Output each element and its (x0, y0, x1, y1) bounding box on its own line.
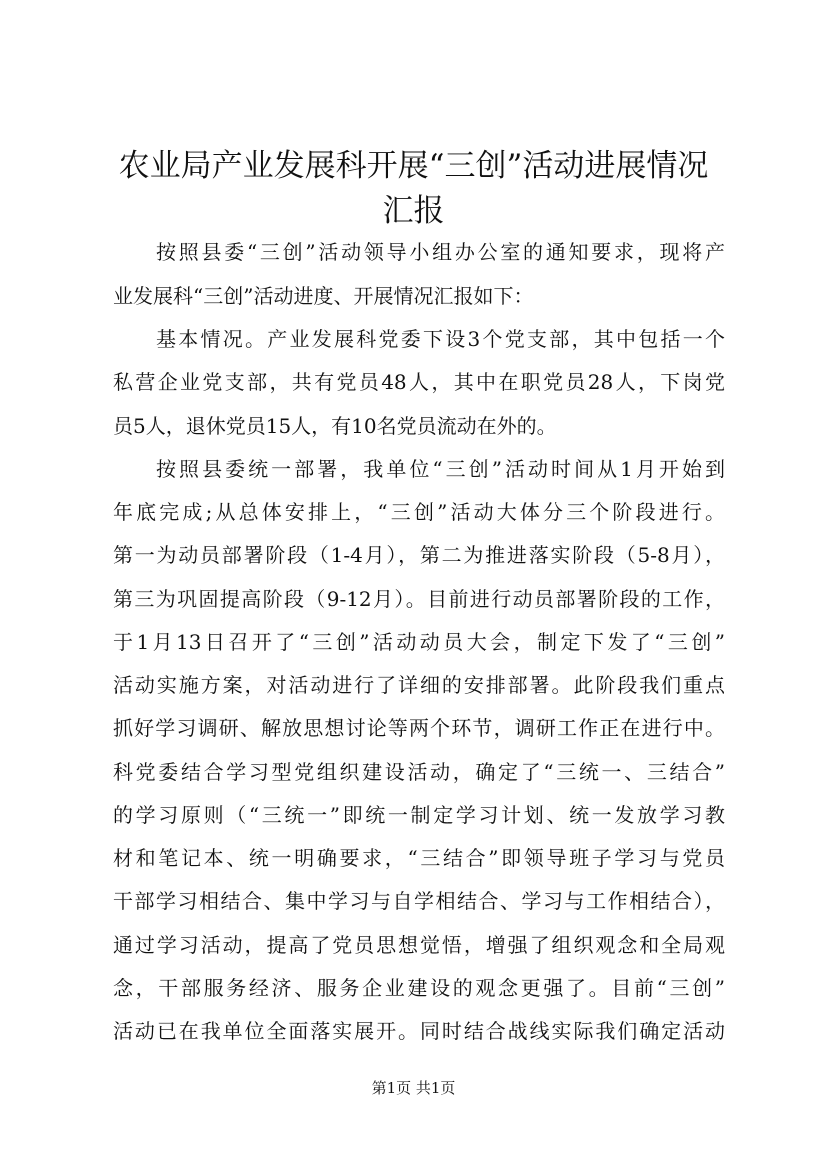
paragraph-line: 年底完成;从总体安排上，“三创”活动大体分三个阶段进行。 (113, 500, 725, 524)
paragraph-line: 于1月13日召开了“三创”活动动员大会，制定下发了“三创” (113, 630, 725, 654)
page-number-footer: 第1页 共1页 (371, 1079, 456, 1097)
paragraph-line: 私营企业党支部，共有党员48人，其中在职党员28人，下岗党 (113, 370, 725, 394)
paragraph-line: 念，干部服务经济、服务企业建设的观念更强了。目前“三创” (113, 976, 725, 1000)
paragraph-line: 基本情况。产业发展科党委下设3个党支部，其中包括一个 (156, 327, 725, 351)
paragraph-line: 的学习原则（“三统一”即统一制定学习计划、统一发放学习教 (113, 803, 725, 827)
paragraph-line: 第一为动员部署阶段（1-4月），第二为推进落实阶段（5-8月）， (113, 543, 725, 567)
paragraph-line: 按照县委“三创”活动领导小组办公室的通知要求，现将产 (156, 240, 725, 264)
document-title-line-1: 农业局产业发展科开展“三创”活动进展情况 (118, 148, 709, 184)
paragraph-line: 抓好学习调研、解放思想讨论等两个环节，调研工作正在进行中。 (113, 716, 725, 740)
document-title-line-2: 汇报 (382, 193, 445, 229)
paragraph-line: 材和笔记本、统一明确要求，“三结合”即领导班子学习与党员 (113, 846, 725, 870)
paragraph-line: 员5人，退休党员15人，有10名党员流动在外的。 (113, 414, 557, 438)
paragraph-line: 活动已在我单位全面落实展开。同时结合战线实际我们确定活动 (113, 1019, 725, 1043)
paragraph-line: 业发展科“三创”活动进度、开展情况汇报如下： (113, 284, 534, 308)
paragraph-line: 干部学习相结合、集中学习与自学相结合、学习与工作相结合）， (113, 889, 725, 913)
paragraph-line: 第三为巩固提高阶段（9-12月）。目前进行动员部署阶段的工作， (113, 587, 725, 611)
paragraph-line: 活动实施方案，对活动进行了详细的安排部署。此阶段我们重点 (113, 673, 725, 697)
paragraph-line: 按照县委统一部署，我单位“三创”活动时间从1月开始到 (156, 457, 725, 481)
paragraph-line: 科党委结合学习型党组织建设活动，确定了“三统一、三结合” (113, 760, 725, 784)
paragraph-line: 通过学习活动，提高了党员思想觉悟，增强了组织观念和全局观 (113, 933, 725, 957)
